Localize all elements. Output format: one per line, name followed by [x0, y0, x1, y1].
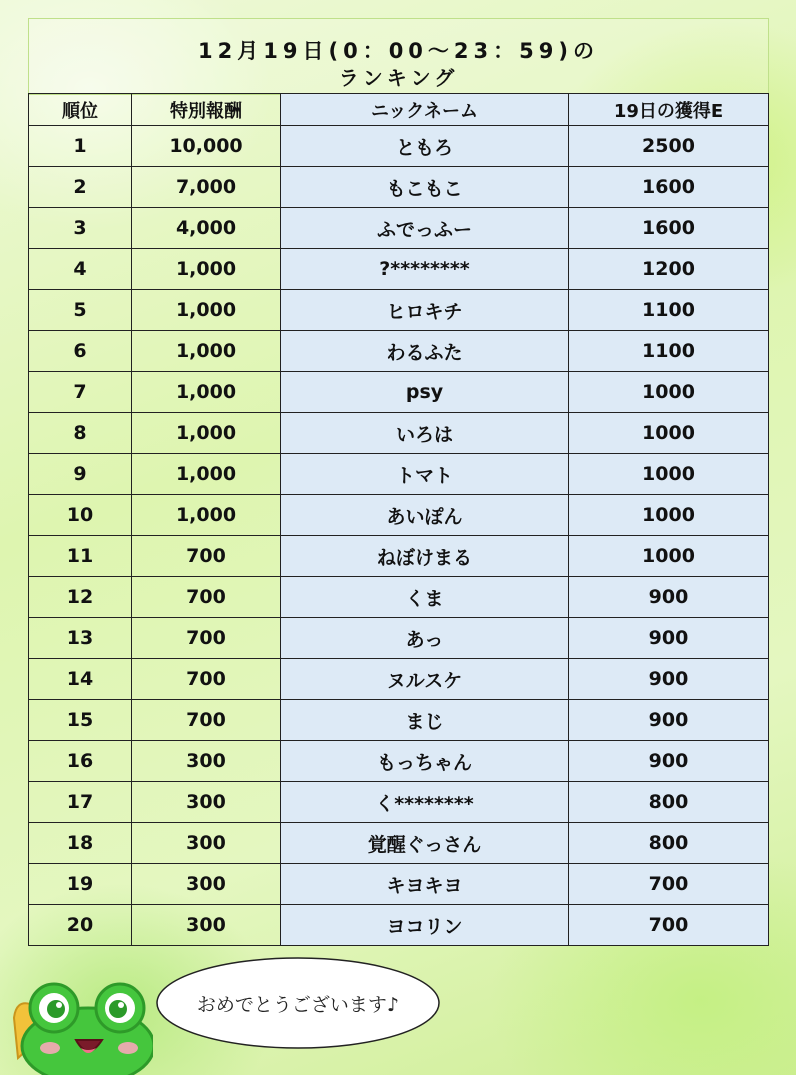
cell-reward: 700 — [132, 618, 281, 659]
cell-earned: 700 — [569, 864, 769, 905]
table-row — [29, 290, 769, 331]
cell-earned: 800 — [569, 782, 769, 823]
cell-rank: 7 — [29, 372, 132, 413]
cell-rank: 14 — [29, 659, 132, 700]
frog-mascot-icon — [8, 978, 153, 1075]
table-row — [29, 577, 769, 618]
header-nickname: ニックネーム — [281, 94, 569, 126]
cell-nickname: キヨキヨ — [281, 864, 569, 905]
table-row — [29, 618, 769, 659]
cell-reward: 700 — [132, 700, 281, 741]
page-subtitle: ランキング — [338, 66, 459, 90]
cell-rank: 12 — [29, 577, 132, 618]
cell-reward: 1,000 — [132, 331, 281, 372]
congratulations-text: おめでとうございます♪ — [196, 994, 400, 1016]
cell-reward: 300 — [132, 905, 281, 946]
table-row — [29, 864, 769, 905]
table-row — [29, 331, 769, 372]
cell-earned: 900 — [569, 577, 769, 618]
cell-earned: 700 — [569, 905, 769, 946]
ranking-board — [28, 18, 769, 943]
cell-earned: 900 — [569, 659, 769, 700]
cell-nickname: ふでっふー — [281, 208, 569, 249]
cell-rank: 20 — [29, 905, 132, 946]
page-title: 12月19日(0：00～23：59)の — [198, 39, 599, 63]
cell-earned: 1000 — [569, 536, 769, 577]
cell-nickname: psy — [281, 372, 569, 413]
cell-reward: 1,000 — [132, 372, 281, 413]
cell-rank: 2 — [29, 167, 132, 208]
header-earned: 19日の獲得E — [569, 94, 769, 126]
cell-rank: 5 — [29, 290, 132, 331]
cell-reward: 300 — [132, 823, 281, 864]
cell-nickname: ねぼけまる — [281, 536, 569, 577]
cell-rank: 16 — [29, 741, 132, 782]
table-header-row — [29, 94, 769, 126]
cell-rank: 19 — [29, 864, 132, 905]
cell-nickname: もこもこ — [281, 167, 569, 208]
cell-nickname: あいぽん — [281, 495, 569, 536]
table-row — [29, 126, 769, 167]
cell-earned: 1100 — [569, 331, 769, 372]
cell-earned: 900 — [569, 741, 769, 782]
cell-earned: 1600 — [569, 167, 769, 208]
cell-rank: 6 — [29, 331, 132, 372]
cell-rank: 10 — [29, 495, 132, 536]
cell-reward: 10,000 — [132, 126, 281, 167]
cell-nickname: もっちゃん — [281, 741, 569, 782]
table-row — [29, 495, 769, 536]
table-row — [29, 454, 769, 495]
cell-reward: 700 — [132, 577, 281, 618]
cell-reward: 7,000 — [132, 167, 281, 208]
cell-nickname: くま — [281, 577, 569, 618]
table-row — [29, 208, 769, 249]
cell-reward: 1,000 — [132, 413, 281, 454]
cell-rank: 8 — [29, 413, 132, 454]
cell-reward: 700 — [132, 659, 281, 700]
cell-nickname: 覚醒ぐっさん — [281, 823, 569, 864]
cell-reward: 1,000 — [132, 290, 281, 331]
cell-nickname: ともろ — [281, 126, 569, 167]
cell-earned: 1000 — [569, 372, 769, 413]
table-row — [29, 905, 769, 946]
cell-nickname: まじ — [281, 700, 569, 741]
cell-earned: 1600 — [569, 208, 769, 249]
cell-earned: 1000 — [569, 413, 769, 454]
cell-earned: 800 — [569, 823, 769, 864]
table-row — [29, 782, 769, 823]
table-row — [29, 741, 769, 782]
cell-rank: 17 — [29, 782, 132, 823]
cell-rank: 15 — [29, 700, 132, 741]
table-row — [29, 372, 769, 413]
cell-reward: 300 — [132, 741, 281, 782]
cell-earned: 1000 — [569, 454, 769, 495]
table-body — [29, 126, 769, 946]
cell-nickname: わるふた — [281, 331, 569, 372]
cell-reward: 1,000 — [132, 454, 281, 495]
cell-rank: 4 — [29, 249, 132, 290]
cell-reward: 300 — [132, 864, 281, 905]
cell-rank: 13 — [29, 618, 132, 659]
cell-earned: 1200 — [569, 249, 769, 290]
cell-earned: 900 — [569, 618, 769, 659]
cell-rank: 9 — [29, 454, 132, 495]
ranking-table — [28, 93, 769, 946]
cell-reward: 1,000 — [132, 249, 281, 290]
cell-reward: 700 — [132, 536, 281, 577]
cell-nickname: ?******** — [281, 249, 569, 290]
cell-nickname: ヌルスケ — [281, 659, 569, 700]
header-rank: 順位 — [29, 94, 132, 126]
table-row — [29, 536, 769, 577]
cell-reward: 1,000 — [132, 495, 281, 536]
cell-reward: 300 — [132, 782, 281, 823]
table-row — [29, 249, 769, 290]
cell-rank: 3 — [29, 208, 132, 249]
cell-nickname: いろは — [281, 413, 569, 454]
cell-earned: 2500 — [569, 126, 769, 167]
header-reward: 特別報酬 — [132, 94, 281, 126]
cell-rank: 18 — [29, 823, 132, 864]
cell-reward: 4,000 — [132, 208, 281, 249]
table-row — [29, 167, 769, 208]
cell-nickname: ヒロキチ — [281, 290, 569, 331]
table-row — [29, 823, 769, 864]
table-row — [29, 700, 769, 741]
cell-nickname: トマト — [281, 454, 569, 495]
cell-rank: 1 — [29, 126, 132, 167]
cell-earned: 900 — [569, 700, 769, 741]
cell-earned: 1000 — [569, 495, 769, 536]
cell-rank: 11 — [29, 536, 132, 577]
cell-nickname: ヨコリン — [281, 905, 569, 946]
cell-earned: 1100 — [569, 290, 769, 331]
title-box — [28, 18, 769, 95]
table-row — [29, 659, 769, 700]
cell-nickname: く******** — [281, 782, 569, 823]
cell-nickname: あっ — [281, 618, 569, 659]
table-row — [29, 413, 769, 454]
